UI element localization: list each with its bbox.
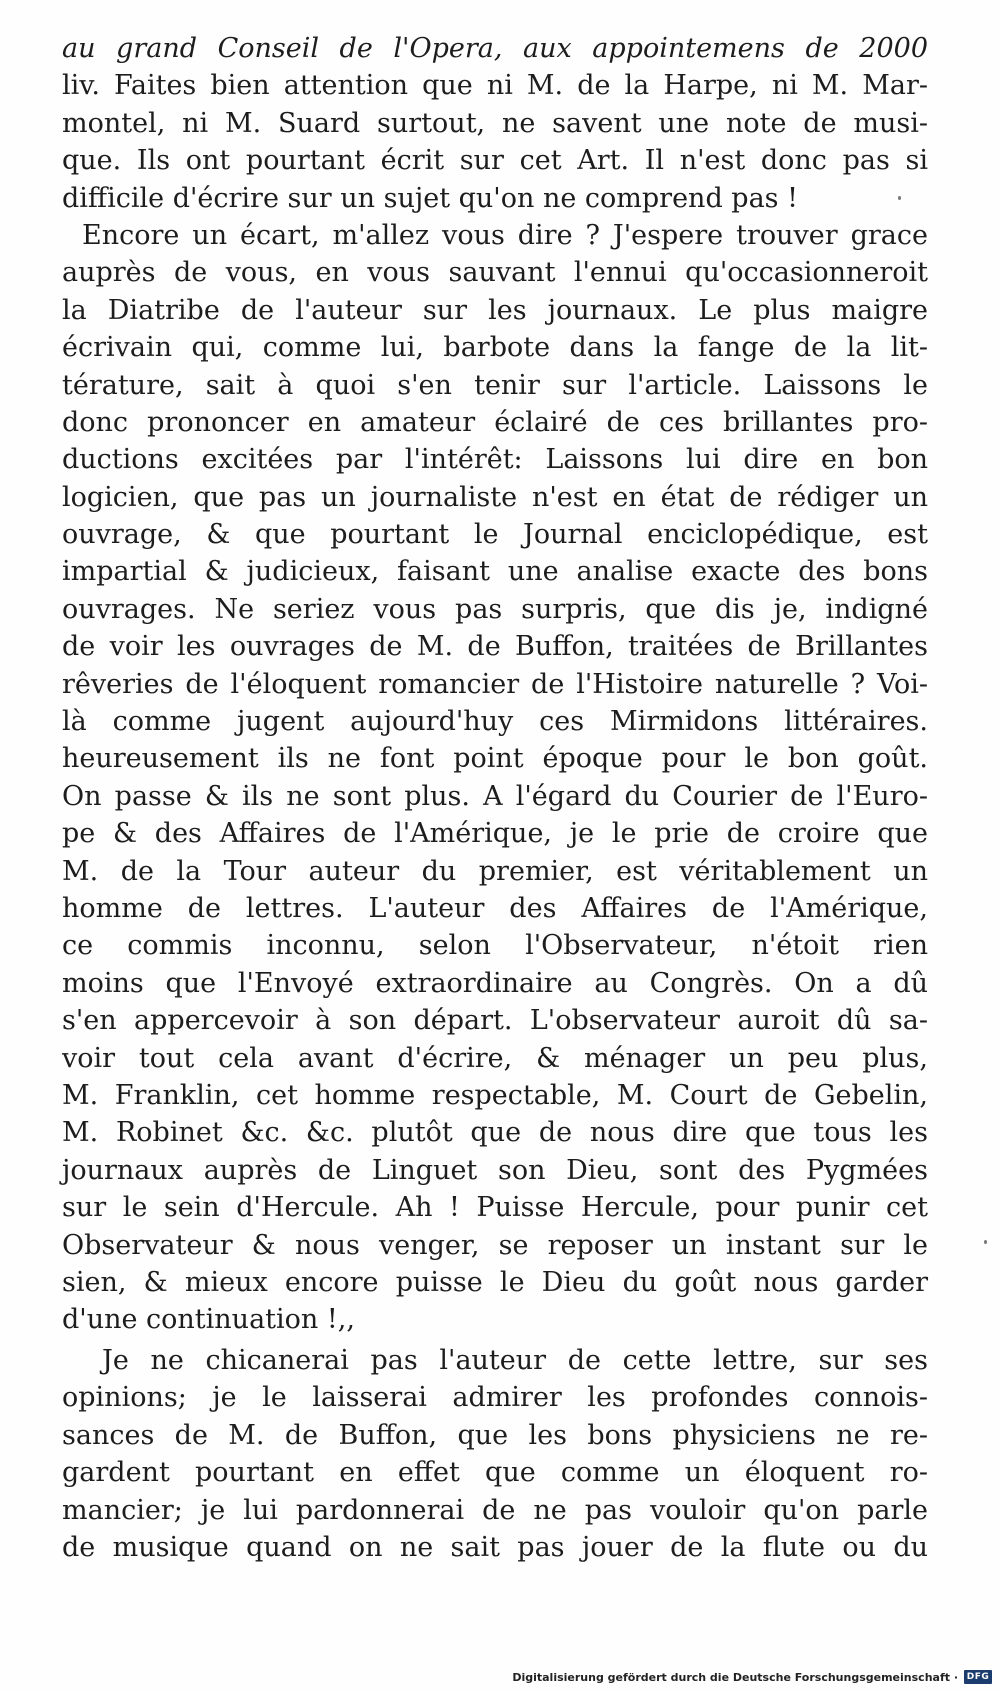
text-line: gardent pourtant en effet que comme un éloquent ro- xyxy=(62,1457,928,1489)
scan-speck xyxy=(898,196,901,200)
footer-credit: Digitalisierung gefördert durch die Deutsche Forschungsgemeinschaft · xyxy=(512,1670,958,1684)
text-line: opinions; je le laisserai admirer les profondes connois- xyxy=(62,1382,928,1414)
text-line: pe & des Affaires de l'Amérique, je le prie de croire que xyxy=(62,818,928,850)
text-line: montel, ni M. Suard surtout, ne savent une note de musi- xyxy=(62,107,928,139)
commentary-text xyxy=(62,1342,928,1566)
text-line: au grand Conseil de l'Opera, aux appointemens de 2000 xyxy=(62,33,928,64)
digitization-footer xyxy=(512,1670,992,1684)
text-line: impartial & judicieux, faisant une analise exacte des bons xyxy=(62,556,928,588)
text-line: homme de lettres. L'auteur des Affaires de l'Amérique, xyxy=(62,892,928,924)
text-line: que. Ils ont pourtant écrit sur cet Art. Il n'est donc pas si xyxy=(62,145,928,177)
text-line: moins que l'Envoyé extraordinaire au Congrès. On a dû xyxy=(62,967,928,999)
text-line: s'en appercevoir à son départ. L'observateur auroit dû sa- xyxy=(62,1005,928,1037)
text-line: M. Franklin, cet homme respectable, M. Court de Gebelin, xyxy=(62,1079,928,1111)
text-line: de voir les ouvrages de M. de Buffon, traitées de Brillantes xyxy=(62,631,928,663)
text-line: heureusement ils ne font point époque pour le bon goût. xyxy=(62,743,928,775)
text-line: d'une continuation !,, xyxy=(62,1304,355,1336)
text-line: mancier; je lui pardonnerai de ne pas vouloir qu'on parle xyxy=(62,1494,928,1526)
text-line: ouvrage, & que pourtant le Journal enciclopédique, est xyxy=(62,519,928,551)
text-line: difficile d'écrire sur un sujet qu'on ne comprend pas ! xyxy=(62,182,798,214)
text-line: la Diatribe de l'auteur sur les journaux. Le plus maigre xyxy=(62,294,928,326)
text-line: de musique quand on ne sait pas jouer de la flute ou du xyxy=(62,1531,928,1563)
text-line: donc prononcer en amateur éclairé de ces brillantes pro- xyxy=(62,406,928,438)
text-line: Observateur & nous venger, se reposer un instant sur le xyxy=(62,1229,928,1261)
dfg-logo-icon: DFG xyxy=(964,1670,992,1684)
text-line: ouvrages. Ne seriez vous pas surpris, que dis je, indigné xyxy=(62,593,928,625)
text-line: ce commis inconnu, selon l'Observateur, n'étoit rien xyxy=(62,930,928,962)
letter-text xyxy=(62,30,928,1339)
text-line: journaux auprès de Linguet son Dieu, sont des Pygmées xyxy=(62,1154,928,1186)
text-line: sances de M. de Buffon, que les bons physiciens ne re- xyxy=(62,1419,928,1451)
text-line: sien, & mieux encore puisse le Dieu du goût nous garder xyxy=(62,1266,928,1298)
text-line: rêveries de l'éloquent romancier de l'Histoire naturelle ? Voi- xyxy=(62,668,928,700)
text-line: logicien, que pas un journaliste n'est en état de rédiger un xyxy=(62,481,928,513)
text-line: M. Robinet &c. &c. plutôt que de nous dire que tous les xyxy=(62,1117,928,1149)
text-line: ductions excitées par l'intérêt: Laissons lui dire en bon xyxy=(62,444,928,476)
text-line: liv. Faites bien attention que ni M. de la Harpe, ni M. Mar- xyxy=(62,70,928,102)
text-line: voir tout cela avant d'écrire, & ménager un peu plus, xyxy=(62,1042,928,1074)
text-line: écrivain qui, comme lui, barbote dans la fange de la lit- xyxy=(62,332,928,364)
text-line: M. de la Tour auteur du premier, est véritablement un xyxy=(62,855,928,887)
text-line: Encore un écart, m'allez vous dire ? J'espere trouver grace xyxy=(82,219,928,251)
text-line: sur le sein d'Hercule. Ah ! Puisse Hercule, pour punir cet xyxy=(62,1192,928,1224)
text-line: là comme jugent aujourd'huy ces Mirmidons littéraires. xyxy=(62,706,928,738)
text-line: On passe & ils ne sont plus. A l'égard du Courier de l'Euro- xyxy=(62,780,928,812)
text-line: auprès de vous, en vous sauvant l'ennui qu'occasionneroit xyxy=(62,257,928,289)
text-line: térature, sait à quoi s'en tenir sur l'article. Laissons le xyxy=(62,369,928,401)
text-line: Je ne chicanerai pas l'auteur de cette lettre, sur ses xyxy=(102,1345,928,1376)
scan-speck xyxy=(984,1240,987,1244)
